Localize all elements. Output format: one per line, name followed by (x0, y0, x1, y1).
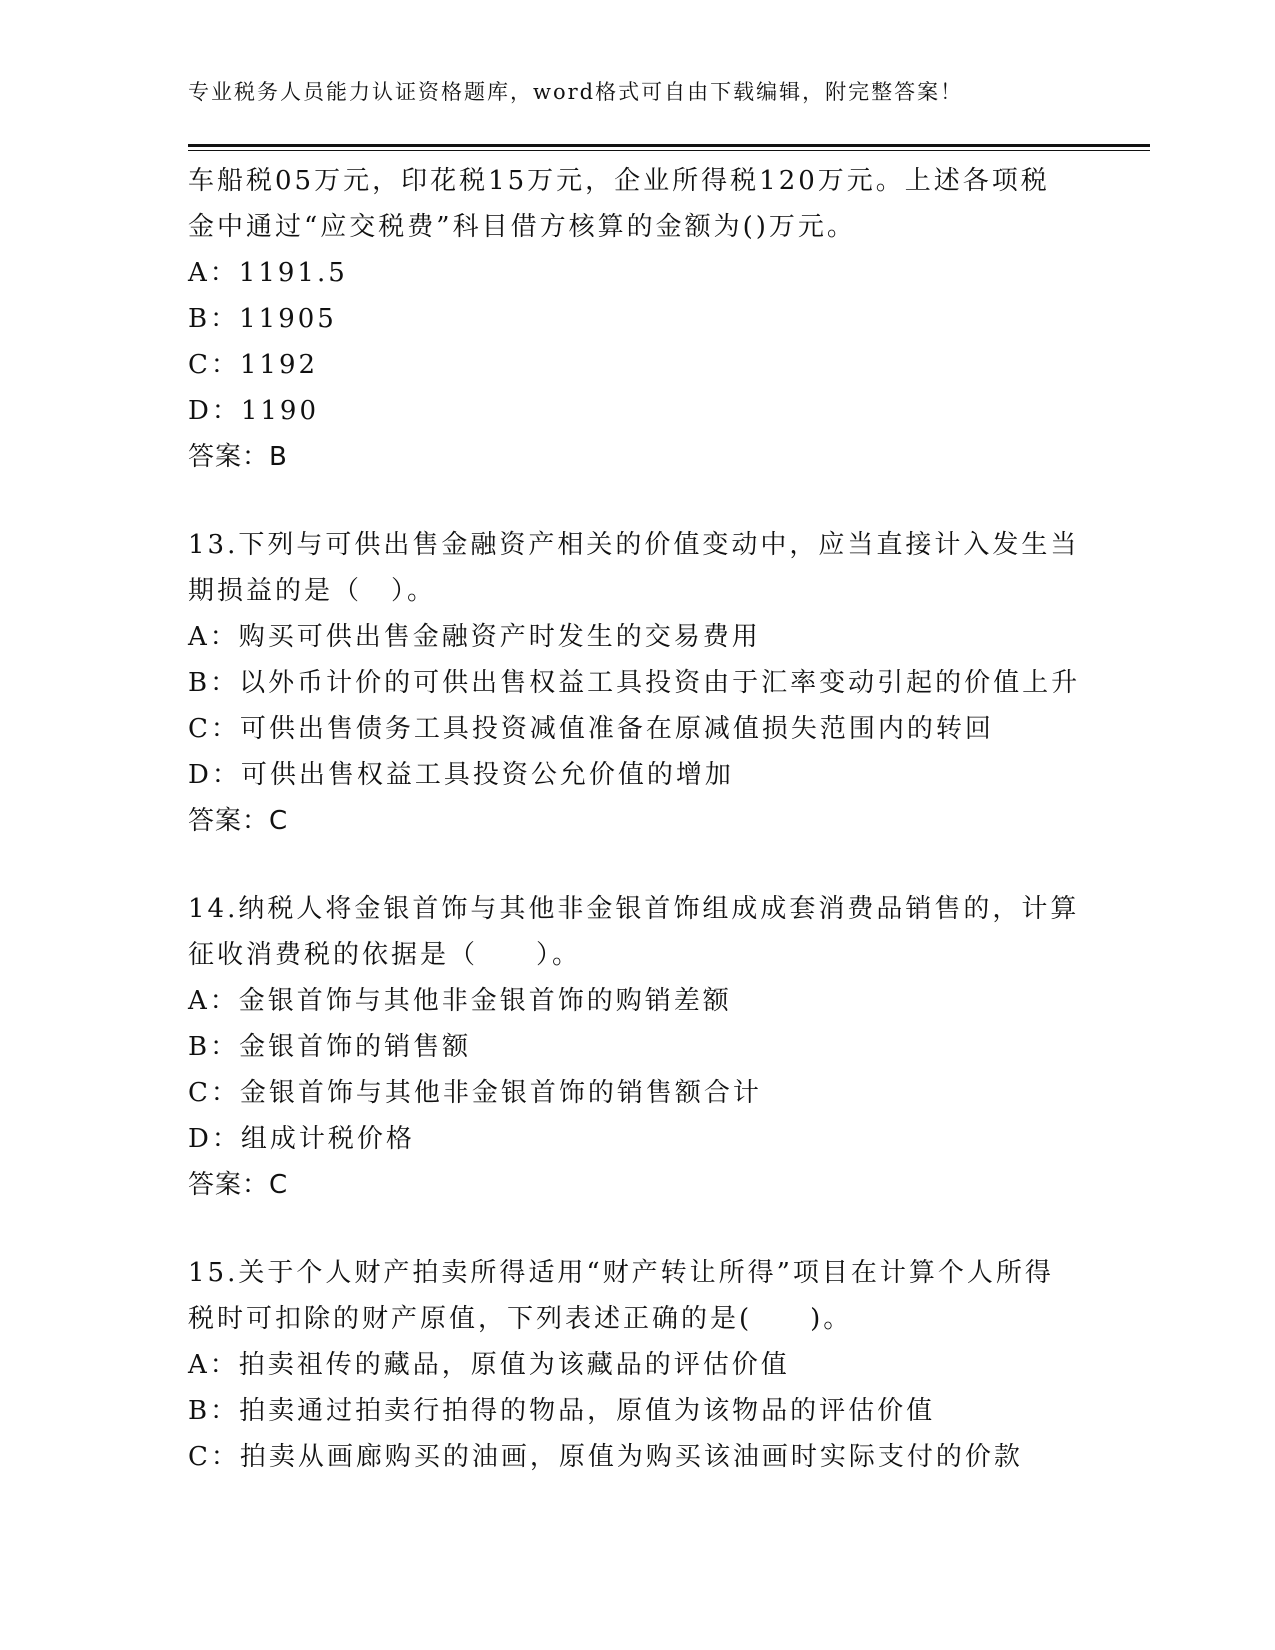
question-text: 15.关于个人财产拍卖所得适用“财产转让所得”项目在计算个人所得 (188, 1258, 1054, 1288)
question-12 (188, 158, 1148, 480)
page-header: 专业税务人员能力认证资格题库，word格式可自由下载编辑，附完整答案！ (188, 80, 964, 104)
option-b: B：拍卖通过拍卖行拍得的物品，原值为该物品的评估价值 (188, 1396, 936, 1426)
option-b: B：金银首饰的销售额 (188, 1032, 472, 1062)
question-text: 车船税05万元，印花税15万元，企业所得税120万元。上述各项税 (188, 166, 1050, 196)
answer: 答案：B (188, 442, 288, 472)
option-a: A：拍卖祖传的藏品，原值为该藏品的评估价值 (188, 1350, 790, 1380)
option-a: A：购买可供出售金融资产时发生的交易费用 (188, 622, 761, 652)
header-rule-thick (188, 144, 1150, 147)
question-content (188, 158, 1148, 1480)
option-c: C：1192 (188, 350, 319, 380)
question-14 (188, 886, 1148, 1208)
question-13 (188, 522, 1148, 844)
option-c: C：金银首饰与其他非金银首饰的销售额合计 (188, 1078, 762, 1108)
option-d: D：可供出售权益工具投资公允价值的增加 (188, 760, 734, 790)
question-text: 征收消费税的依据是（ ）。 (188, 940, 582, 970)
option-d: D：1190 (188, 396, 320, 426)
answer: 答案：C (188, 1170, 289, 1200)
option-a: A：1191.5 (188, 258, 348, 288)
option-c: C：可供出售债务工具投资减值准备在原减值损失范围内的转回 (188, 714, 994, 744)
question-text: 13.下列与可供出售金融资产相关的价值变动中，应当直接计入发生当 (188, 530, 1080, 560)
option-b: B：11905 (188, 304, 337, 334)
header-rule-thin (188, 150, 1150, 151)
question-15 (188, 1250, 1148, 1480)
question-text: 税时可扣除的财产原值，下列表述正确的是( )。 (188, 1304, 853, 1334)
question-text: 金中通过“应交税费”科目借方核算的金额为()万元。 (188, 212, 856, 242)
answer: 答案：C (188, 806, 289, 836)
option-a: A：金银首饰与其他非金银首饰的购销差额 (188, 986, 732, 1016)
question-text: 期损益的是（ ）。 (188, 576, 437, 606)
question-text: 14.纳税人将金银首饰与其他非金银首饰组成成套消费品销售的，计算 (188, 894, 1080, 924)
option-d: D：组成计税价格 (188, 1124, 415, 1154)
option-b: B：以外币计价的可供出售权益工具投资由于汇率变动引起的价值上升 (188, 668, 1081, 698)
option-c: C：拍卖从画廊购买的油画，原值为购买该油画时实际支付的价款 (188, 1442, 1023, 1472)
